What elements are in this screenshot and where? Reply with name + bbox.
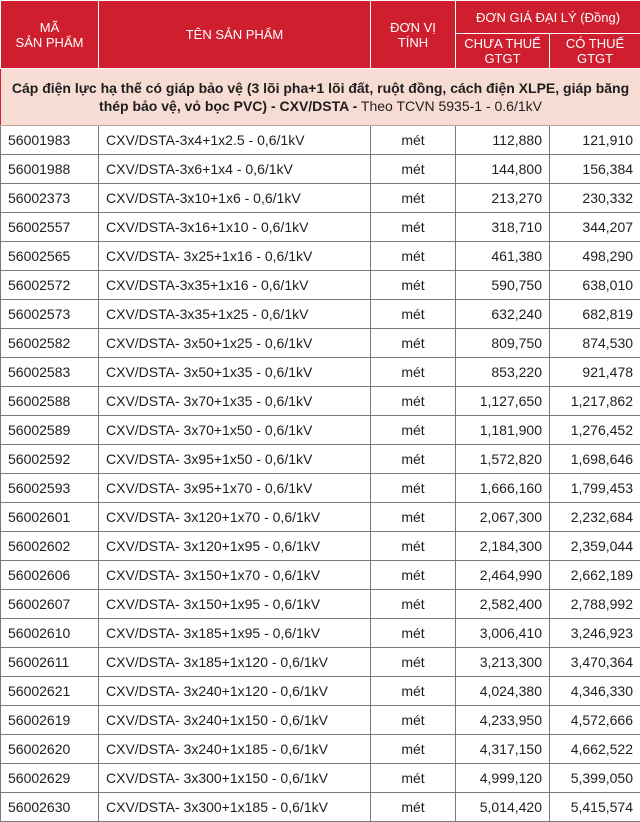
- product-name-cell: CXV/DSTA- 3x95+1x50 - 0,6/1kV: [99, 445, 371, 474]
- price-pre-tax-cell: 3,006,410: [456, 619, 550, 648]
- table-header: [1, 1, 640, 69]
- group-title-standard: Theo TCVN 5935-1 - 0.6/1kV: [357, 98, 542, 114]
- product-code-cell: 56002373: [1, 184, 99, 213]
- product-group-row: [1, 69, 640, 126]
- product-code-cell: 56002607: [1, 590, 99, 619]
- header-unit: [371, 1, 456, 69]
- table-row: [1, 358, 640, 387]
- header-unit-text: ĐƠN VỊ TÍNH: [390, 20, 436, 50]
- price-pre-tax-cell: 2,067,300: [456, 503, 550, 532]
- price-with-tax-cell: 2,788,992: [550, 590, 640, 619]
- price-with-tax-cell: 2,359,044: [550, 532, 640, 561]
- price-with-tax-cell: 682,819: [550, 300, 640, 329]
- table-body: [1, 69, 640, 822]
- price-pre-tax-cell: 461,380: [456, 242, 550, 271]
- price-pre-tax-cell: 853,220: [456, 358, 550, 387]
- price-pre-tax-cell: 2,184,300: [456, 532, 550, 561]
- table-row: [1, 561, 640, 590]
- product-name-cell: CXV/DSTA-3x6+1x4 - 0,6/1kV: [99, 155, 371, 184]
- table-row: [1, 735, 640, 764]
- table-row: [1, 155, 640, 184]
- table-row: [1, 242, 640, 271]
- product-name-cell: CXV/DSTA- 3x70+1x50 - 0,6/1kV: [99, 416, 371, 445]
- price-pre-tax-cell: 632,240: [456, 300, 550, 329]
- price-pre-tax-cell: 2,464,990: [456, 561, 550, 590]
- product-name-cell: CXV/DSTA-3x35+1x16 - 0,6/1kV: [99, 271, 371, 300]
- product-group-title: [1, 69, 640, 126]
- header-dealer-price: [456, 1, 640, 34]
- price-pre-tax-cell: 1,181,900: [456, 416, 550, 445]
- price-pre-tax-cell: 4,999,120: [456, 764, 550, 793]
- price-with-tax-cell: 121,910: [550, 126, 640, 155]
- product-code-cell: 56002629: [1, 764, 99, 793]
- product-name-cell: CXV/DSTA- 3x240+1x120 - 0,6/1kV: [99, 677, 371, 706]
- table-row: [1, 300, 640, 329]
- price-with-tax-cell: 230,332: [550, 184, 640, 213]
- header-product-code-text: MÃ SẢN PHẨM: [16, 20, 84, 50]
- product-name-cell: CXV/DSTA- 3x185+1x95 - 0,6/1kV: [99, 619, 371, 648]
- table-row: [1, 793, 640, 822]
- product-name-cell: CXV/DSTA- 3x150+1x95 - 0,6/1kV: [99, 590, 371, 619]
- price-pre-tax-cell: 213,270: [456, 184, 550, 213]
- product-code-cell: 56002573: [1, 300, 99, 329]
- product-name-cell: CXV/DSTA-3x35+1x25 - 0,6/1kV: [99, 300, 371, 329]
- price-with-tax-cell: 1,698,646: [550, 445, 640, 474]
- unit-cell: mét: [371, 764, 456, 793]
- product-code-cell: 56002620: [1, 735, 99, 764]
- price-pre-tax-cell: 4,233,950: [456, 706, 550, 735]
- unit-cell: mét: [371, 474, 456, 503]
- price-with-tax-cell: 1,276,452: [550, 416, 640, 445]
- product-code-cell: 56002619: [1, 706, 99, 735]
- price-pre-tax-cell: 4,024,380: [456, 677, 550, 706]
- product-code-cell: 56002565: [1, 242, 99, 271]
- header-price-pre-tax-text: CHƯA THUẾ GTGT: [464, 36, 541, 66]
- unit-cell: mét: [371, 677, 456, 706]
- table-row: [1, 590, 640, 619]
- product-code-cell: 56002582: [1, 329, 99, 358]
- product-name-cell: CXV/DSTA- 3x150+1x70 - 0,6/1kV: [99, 561, 371, 590]
- table-row: [1, 764, 640, 793]
- unit-cell: mét: [371, 735, 456, 764]
- unit-cell: mét: [371, 590, 456, 619]
- table-row: [1, 445, 640, 474]
- table-row: [1, 677, 640, 706]
- price-pre-tax-cell: 3,213,300: [456, 648, 550, 677]
- product-code-cell: 56002592: [1, 445, 99, 474]
- unit-cell: mét: [371, 387, 456, 416]
- table-row: [1, 532, 640, 561]
- header-price-pre-tax: [456, 34, 550, 69]
- table-row: [1, 184, 640, 213]
- product-code-cell: 56002572: [1, 271, 99, 300]
- unit-cell: mét: [371, 793, 456, 822]
- unit-cell: mét: [371, 532, 456, 561]
- product-name-cell: CXV/DSTA- 3x50+1x35 - 0,6/1kV: [99, 358, 371, 387]
- price-with-tax-cell: 874,530: [550, 329, 640, 358]
- unit-cell: mét: [371, 503, 456, 532]
- product-code-cell: 56002602: [1, 532, 99, 561]
- price-pre-tax-cell: 1,572,820: [456, 445, 550, 474]
- unit-cell: mét: [371, 271, 456, 300]
- unit-cell: mét: [371, 416, 456, 445]
- table-row: [1, 416, 640, 445]
- price-with-tax-cell: 4,662,522: [550, 735, 640, 764]
- price-with-tax-cell: 1,217,862: [550, 387, 640, 416]
- price-pre-tax-cell: 318,710: [456, 213, 550, 242]
- price-pre-tax-cell: 4,317,150: [456, 735, 550, 764]
- product-name-cell: CXV/DSTA-3x4+1x2.5 - 0,6/1kV: [99, 126, 371, 155]
- price-with-tax-cell: 4,572,666: [550, 706, 640, 735]
- product-name-cell: CXV/DSTA- 3x25+1x16 - 0,6/1kV: [99, 242, 371, 271]
- product-code-cell: 56002610: [1, 619, 99, 648]
- unit-cell: mét: [371, 184, 456, 213]
- table-row: [1, 271, 640, 300]
- product-name-cell: CXV/DSTA- 3x95+1x70 - 0,6/1kV: [99, 474, 371, 503]
- header-dealer-price-text: ĐƠN GIÁ ĐẠI LÝ (Đồng): [476, 10, 620, 25]
- product-name-cell: CXV/DSTA- 3x50+1x25 - 0,6/1kV: [99, 329, 371, 358]
- product-code-cell: 56002606: [1, 561, 99, 590]
- price-pre-tax-cell: 144,800: [456, 155, 550, 184]
- table-row: [1, 126, 640, 155]
- price-with-tax-cell: 2,232,684: [550, 503, 640, 532]
- header-product-code: [1, 1, 99, 69]
- price-with-tax-cell: 156,384: [550, 155, 640, 184]
- product-name-cell: CXV/DSTA- 3x70+1x35 - 0,6/1kV: [99, 387, 371, 416]
- header-price-with-tax: [550, 34, 640, 69]
- price-with-tax-cell: 1,799,453: [550, 474, 640, 503]
- product-code-cell: 56002588: [1, 387, 99, 416]
- unit-cell: mét: [371, 445, 456, 474]
- table-row: [1, 619, 640, 648]
- price-with-tax-cell: 3,246,923: [550, 619, 640, 648]
- header-product-name-text: TÊN SẢN PHẨM: [186, 27, 284, 42]
- product-code-cell: 56002589: [1, 416, 99, 445]
- unit-cell: mét: [371, 126, 456, 155]
- product-name-cell: CXV/DSTA- 3x240+1x185 - 0,6/1kV: [99, 735, 371, 764]
- price-pre-tax-cell: 590,750: [456, 271, 550, 300]
- price-with-tax-cell: 638,010: [550, 271, 640, 300]
- unit-cell: mét: [371, 213, 456, 242]
- product-code-cell: 56002583: [1, 358, 99, 387]
- price-with-tax-cell: 498,290: [550, 242, 640, 271]
- unit-cell: mét: [371, 561, 456, 590]
- product-code-cell: 56002611: [1, 648, 99, 677]
- table-row: [1, 213, 640, 242]
- price-with-tax-cell: 921,478: [550, 358, 640, 387]
- unit-cell: mét: [371, 648, 456, 677]
- unit-cell: mét: [371, 329, 456, 358]
- product-name-cell: CXV/DSTA- 3x300+1x150 - 0,6/1kV: [99, 764, 371, 793]
- table-row: [1, 503, 640, 532]
- price-with-tax-cell: 3,470,364: [550, 648, 640, 677]
- header-product-name: [99, 1, 371, 69]
- product-name-cell: CXV/DSTA-3x10+1x6 - 0,6/1kV: [99, 184, 371, 213]
- header-price-with-tax-text: CÓ THUẾ GTGT: [566, 36, 624, 66]
- product-code-cell: 56002621: [1, 677, 99, 706]
- price-with-tax-cell: 5,399,050: [550, 764, 640, 793]
- unit-cell: mét: [371, 242, 456, 271]
- product-code-cell: 56001983: [1, 126, 99, 155]
- product-code-cell: 56002593: [1, 474, 99, 503]
- table-row: [1, 387, 640, 416]
- unit-cell: mét: [371, 706, 456, 735]
- price-with-tax-cell: 2,662,189: [550, 561, 640, 590]
- product-name-cell: CXV/DSTA- 3x300+1x185 - 0,6/1kV: [99, 793, 371, 822]
- unit-cell: mét: [371, 358, 456, 387]
- product-name-cell: CXV/DSTA- 3x120+1x95 - 0,6/1kV: [99, 532, 371, 561]
- table-row: [1, 648, 640, 677]
- price-pre-tax-cell: 5,014,420: [456, 793, 550, 822]
- product-code-cell: 56002601: [1, 503, 99, 532]
- product-code-cell: 56002557: [1, 213, 99, 242]
- product-name-cell: CXV/DSTA-3x16+1x10 - 0,6/1kV: [99, 213, 371, 242]
- table-row: [1, 329, 640, 358]
- product-code-cell: 56002630: [1, 793, 99, 822]
- group-title-bold: Cáp điện lực hạ thế có giáp bảo vệ (3 lõi pha+1 lõi đất, ruột đồng, cách điện XLPE, giáp băng thép bảo vệ, vỏ bọc PVC) - CXV/DSTA -: [12, 80, 629, 114]
- price-pre-tax-cell: 112,880: [456, 126, 550, 155]
- price-pre-tax-cell: 809,750: [456, 329, 550, 358]
- price-pre-tax-cell: 1,127,650: [456, 387, 550, 416]
- table-row: [1, 706, 640, 735]
- price-with-tax-cell: 4,346,330: [550, 677, 640, 706]
- table-row: [1, 474, 640, 503]
- unit-cell: mét: [371, 155, 456, 184]
- product-name-cell: CXV/DSTA- 3x120+1x70 - 0,6/1kV: [99, 503, 371, 532]
- price-with-tax-cell: 344,207: [550, 213, 640, 242]
- price-pre-tax-cell: 1,666,160: [456, 474, 550, 503]
- product-name-cell: CXV/DSTA- 3x240+1x150 - 0,6/1kV: [99, 706, 371, 735]
- unit-cell: mét: [371, 300, 456, 329]
- price-pre-tax-cell: 2,582,400: [456, 590, 550, 619]
- product-name-cell: CXV/DSTA- 3x185+1x120 - 0,6/1kV: [99, 648, 371, 677]
- unit-cell: mét: [371, 619, 456, 648]
- product-code-cell: 56001988: [1, 155, 99, 184]
- price-with-tax-cell: 5,415,574: [550, 793, 640, 822]
